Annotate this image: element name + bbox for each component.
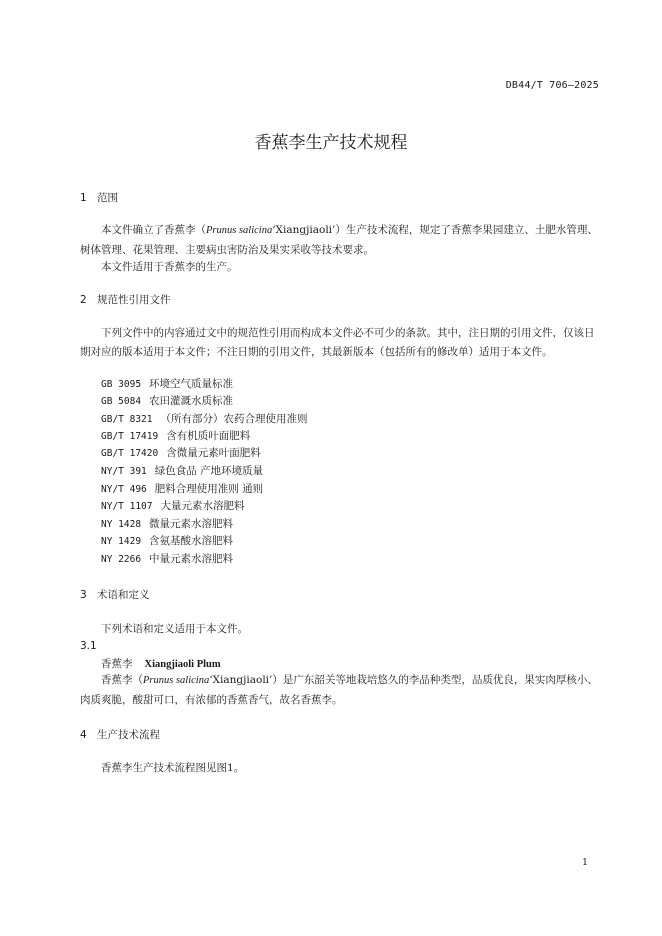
reference-title: 含有机质叶面肥料 bbox=[166, 430, 251, 442]
reference-item bbox=[101, 498, 244, 515]
section-number: 4 bbox=[80, 729, 87, 741]
term-entry bbox=[101, 656, 221, 671]
definition-latin-name: Prunus salicina bbox=[143, 675, 210, 686]
term-definition bbox=[80, 671, 600, 709]
reference-item bbox=[101, 376, 233, 393]
reference-item bbox=[101, 533, 233, 550]
reference-item bbox=[101, 463, 263, 480]
definition-text-rest: ‘Xiangjiaoli’）是广东韶关等地栽培悠久的李品种类型，品质优良，果实肉厚核小、肉质爽脆，酸甜可口，有浓郁的香蕉香气，故名香蕉李。 bbox=[80, 674, 598, 706]
reference-item bbox=[101, 411, 307, 428]
section-heading-scope bbox=[80, 190, 118, 205]
scope-paragraph bbox=[80, 221, 600, 259]
clause-number: 3.1 bbox=[80, 640, 97, 652]
reference-title: （所有部分）农药合理使用准则 bbox=[160, 413, 308, 425]
section-number: 1 bbox=[80, 192, 87, 204]
reference-item bbox=[101, 551, 233, 568]
reference-code: NY 1429 bbox=[101, 536, 142, 547]
reference-code: NY/T 1107 bbox=[101, 501, 153, 512]
term-chinese: 香蕉李 bbox=[101, 658, 133, 670]
section-title: 术语和定义 bbox=[97, 589, 150, 601]
scope-text-pre: 本文件确立了香蕉李（ bbox=[101, 224, 206, 236]
reference-code: GB 5084 bbox=[101, 396, 142, 407]
section-title: 范围 bbox=[97, 192, 118, 204]
scope-latin-name: Prunus salicina bbox=[206, 225, 273, 236]
refs-intro bbox=[80, 324, 600, 361]
reference-item bbox=[101, 481, 263, 498]
terms-intro-text: 下列术语和定义适用于本文件。 bbox=[101, 623, 248, 635]
reference-code: GB/T 8321 bbox=[101, 414, 153, 425]
document-number: DB44/T 706—2025 bbox=[505, 80, 599, 91]
reference-item bbox=[101, 428, 250, 445]
reference-code: GB/T 17420 bbox=[101, 448, 159, 459]
reference-code: NY/T 496 bbox=[101, 484, 147, 495]
reference-code: GB/T 17419 bbox=[101, 431, 159, 442]
section-number: 3 bbox=[80, 589, 87, 601]
section-title: 生产技术流程 bbox=[97, 729, 160, 741]
reference-item bbox=[101, 393, 233, 410]
reference-title: 绿色食品 产地环境质量 bbox=[154, 465, 264, 477]
reference-code: NY/T 391 bbox=[101, 466, 147, 477]
reference-code: NY 2266 bbox=[101, 554, 142, 565]
reference-title: 中量元素水溶肥料 bbox=[149, 553, 234, 565]
process-paragraph bbox=[80, 759, 600, 778]
process-text: 香蕉李生产技术流程图见图1。 bbox=[101, 762, 245, 774]
section-title: 规范性引用文件 bbox=[97, 294, 171, 306]
reference-title: 肥料合理使用准则 通则 bbox=[154, 483, 264, 495]
reference-code: GB 3095 bbox=[101, 379, 142, 390]
reference-title: 农田灌溉水质标准 bbox=[149, 395, 234, 407]
reference-code: NY 1428 bbox=[101, 519, 142, 530]
refs-intro-text: 下列文件中的内容通过文中的规范性引用而构成本文件必不可少的条款。其中，注日期的引用文件，仅该日期对应的版本适用于本文件；不注日期的引用文件，其最新版本（包括所有的修改单）适用于本文件。 bbox=[80, 327, 595, 358]
section-heading-process bbox=[80, 727, 160, 742]
definition-text-pre: 香蕉李（ bbox=[101, 674, 143, 686]
scope-text-rest: ‘Xiangjiaoli’）生产技术流程，规定了香蕉李果园建立、土肥水管理、树体管理、花果管理、主要病虫害防治及果实采收等技术要求。 bbox=[80, 224, 598, 256]
section-heading-terms bbox=[80, 587, 150, 602]
reference-title: 微量元素水溶肥料 bbox=[149, 518, 234, 530]
reference-title: 大量元素水溶肥料 bbox=[160, 500, 245, 512]
reference-title: 含氨基酸水溶肥料 bbox=[149, 535, 234, 547]
section-heading-refs bbox=[80, 292, 171, 307]
reference-item bbox=[101, 445, 261, 462]
page-number: 1 bbox=[581, 857, 588, 868]
scope-applicability bbox=[80, 258, 600, 277]
term-english: Xiangjiaoli Plum bbox=[144, 659, 221, 670]
reference-item bbox=[101, 516, 233, 533]
document-title: 香蕉李生产技术规程 bbox=[254, 133, 408, 153]
reference-title: 环境空气质量标准 bbox=[149, 378, 234, 390]
reference-title: 含微量元素叶面肥料 bbox=[166, 447, 261, 459]
terms-intro bbox=[80, 620, 600, 639]
section-number: 2 bbox=[80, 294, 87, 306]
scope-applicability-text: 本文件适用于香蕉李的生产。 bbox=[101, 261, 238, 273]
